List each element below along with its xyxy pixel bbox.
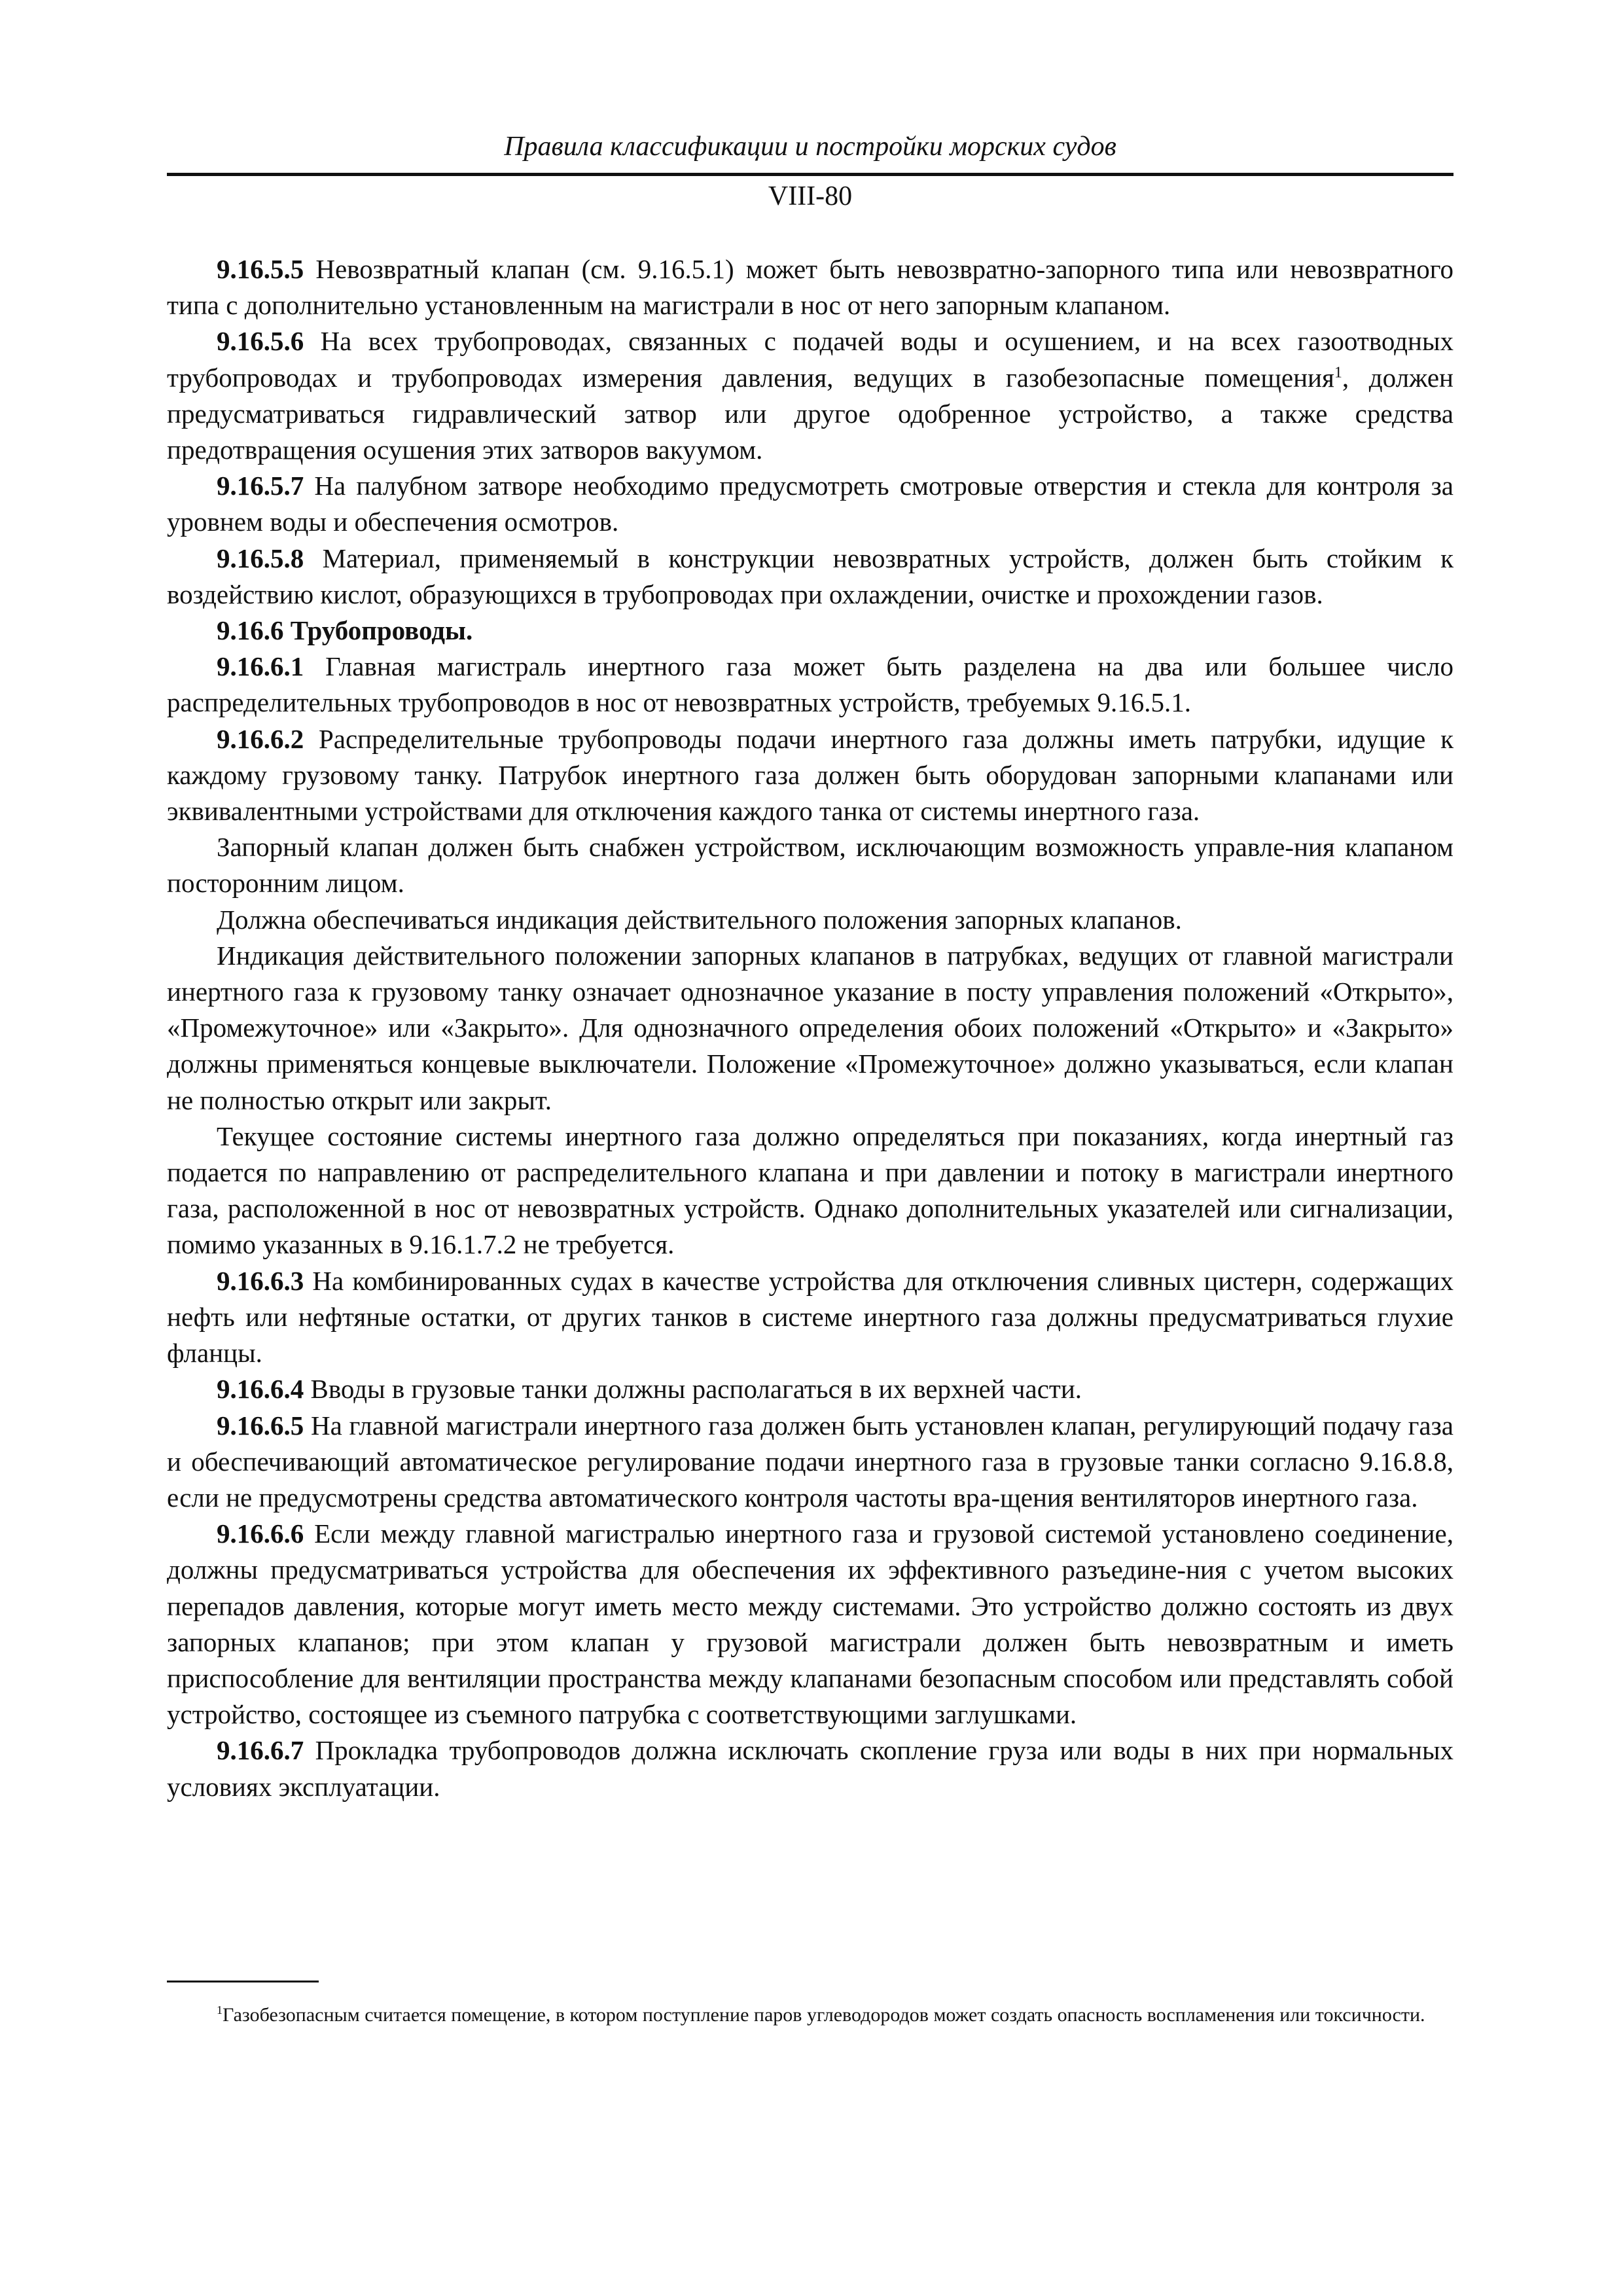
paragraph-text: Главная магистраль инертного газа может быть разделена на два или большее число распределительных трубопроводов в нос от невозвратных устройств, требуемых 9.16.5.1.: [167, 651, 1454, 718]
clause-number: 9.16.5.5: [217, 254, 304, 284]
page-number: VIII-80: [768, 181, 853, 211]
paragraph-shutoff-valve: [167, 829, 1454, 901]
paragraph-9-16-6-4: [167, 1371, 1454, 1407]
paragraph-system-state: [167, 1119, 1454, 1263]
header-rule: [167, 173, 1454, 176]
clause-number: 9.16.6.3: [217, 1265, 304, 1296]
paragraph-text: Должна обеспечиваться индикация действительного положения запорных клапанов.: [217, 904, 1182, 935]
clause-number: 9.16.6.7: [217, 1735, 304, 1766]
running-head: Правила классификации и постройки морских судов: [504, 132, 1116, 162]
paragraph-text: На всех трубопроводах, связанных с подачей воды и осушением, и на всех газоотводных трубопроводах и трубопроводах измерения давления, ведущих в газобезопасные помещения: [167, 326, 1454, 393]
paragraph-text: Невозвратный клапан (см. 9.16.5.1) может быть невозвратно-запорного типа или невозвратного типа с дополнительно установленным на магистрали в нос от него запорным клапаном.: [167, 254, 1454, 321]
paragraph-9-16-6-6: [167, 1516, 1454, 1732]
clause-number: 9.16.6.2: [217, 723, 304, 754]
clause-number: 9.16.6.5: [217, 1410, 304, 1441]
footnote-mark: 1: [217, 2003, 223, 2017]
paragraph-text: Индикация действительного положении запорных клапанов в патрубках, ведущих от главной магистрали инертного газа к грузовому танку означает однозначное указание в посту управления положений «Открыто», «Промежуточное» или «Закрыто». Для однозначного определения обоих положений «Открыто» и «Закрыто» должны применяться концевые выключатели. Положение «Промежуточное» должно указываться, если клапан не полностью открыт или закрыт.: [167, 940, 1454, 1115]
paragraph-text: Текущее состояние системы инертного газа должно определяться при показаниях, когда инертный газ подается по направлению от распределительного клапана и при давлении и потоку в магистрали инертного газа, расположенной в нос от невозвратных устройств. Однако дополнительных указателей или сигнализации, помимо указанных в 9.16.1.7.2 не требуется.: [167, 1121, 1454, 1260]
paragraph-9-16-6-1: [167, 649, 1454, 721]
paragraph-text: На палубном затворе необходимо предусмотреть смотровые отверстия и стекла для контроля за уровнем воды и обеспечения осмотров.: [167, 471, 1454, 537]
clause-number: 9.16.5.8: [217, 543, 304, 573]
paragraph-position-indication: [167, 902, 1454, 938]
paragraph-text: Материал, применяемый в конструкции невозвратных устройств, должен быть стойким к воздействию кислот, образующихся в трубопроводах при охлаждении, очистке и прохождении газов.: [167, 543, 1454, 609]
paragraph-text-continued: , должен предусматриваться гидравлический затвор или другое одобренное устройство, а также средства предотвращения осушения этих затворов вакуумом.: [167, 362, 1454, 465]
paragraph-text: Прокладка трубопроводов должна исключать скопление груза или воды в них при нормальных условиях эксплуатации.: [167, 1735, 1454, 1802]
paragraph-indication-details: [167, 938, 1454, 1119]
paragraph-text: Распределительные трубопроводы подачи инертного газа должны иметь патрубки, идущие к каждому грузовому танку. Патрубок инертного газа должен быть оборудован запорными клапанами или эквивалентными устройствами для отключения каждого танка от системы инертного газа.: [167, 723, 1454, 827]
footnote: [167, 2003, 1454, 2028]
paragraph-text: На главной магистрали инертного газа должен быть установлен клапан, регулирующий подачу газа и обеспечивающий автоматическое регулирование подачи инертного газа в грузовые танки согласно 9.16.8.8, если не предусмотрены средства автоматического контроля частоты вра-щения вентиляторов инертного газа.: [167, 1410, 1454, 1513]
paragraph-9-16-5-8: [167, 541, 1454, 613]
paragraph-text: Вводы в грузовые танки должны располагаться в их верхней части.: [304, 1374, 1082, 1405]
clause-number: 9.16.5.6: [217, 326, 304, 357]
paragraph-text: Если между главной магистралью инертного газа и грузовой системой установлено соединение, должны предусматриваться устройства для обеспечения их эффективного разъедине-ния с учетом высоких перепадов давления, которые могут иметь место между системами. Это устройство должно состоять из двух запорных клапанов; при этом клапан у грузовой магистрали должен быть невозвратным и иметь приспособление для вентиляции пространства между клапанами безопасным способом или представлять собой устройство, состоящее из съемного патрубка с соответствующими заглушками.: [167, 1518, 1454, 1730]
paragraph-9-16-5-6: [167, 323, 1454, 468]
paragraph-9-16-6-2: [167, 721, 1454, 830]
footnote-text: Газобезопасным считается помещение, в котором поступление паров углеводородов может создать опасность воспламенения или токсичности.: [223, 2004, 1425, 2026]
paragraph-9-16-5-7: [167, 468, 1454, 540]
body-text: [167, 251, 1454, 1805]
footnote-reference: 1: [1334, 363, 1342, 381]
clause-number: 9.16.6.4: [217, 1374, 304, 1405]
paragraph-9-16-6-7: [167, 1732, 1454, 1804]
paragraph-9-16-6-3: [167, 1263, 1454, 1372]
clause-number: 9.16.6.1: [217, 651, 304, 682]
paragraph-text: На комбинированных судах в качестве устройства для отключения сливных цистерн, содержащих нефть или нефтяные остатки, от других танков в системе инертного газа должны предусматриваться глухие фланцы.: [167, 1265, 1454, 1369]
footnote-rule: [167, 1981, 319, 1982]
clause-number: 9.16.6: [217, 615, 291, 646]
section-heading-9-16-6: [167, 613, 1454, 649]
clause-number: 9.16.5.7: [217, 471, 304, 501]
section-title: Трубопроводы.: [290, 615, 473, 646]
paragraph-9-16-5-5: [167, 251, 1454, 323]
paragraph-text: Запорный клапан должен быть снабжен устройством, исключающим возможность управле-ния клапаном посторонним лицом.: [167, 832, 1454, 899]
clause-number: 9.16.6.6: [217, 1518, 304, 1549]
paragraph-9-16-6-5: [167, 1408, 1454, 1516]
